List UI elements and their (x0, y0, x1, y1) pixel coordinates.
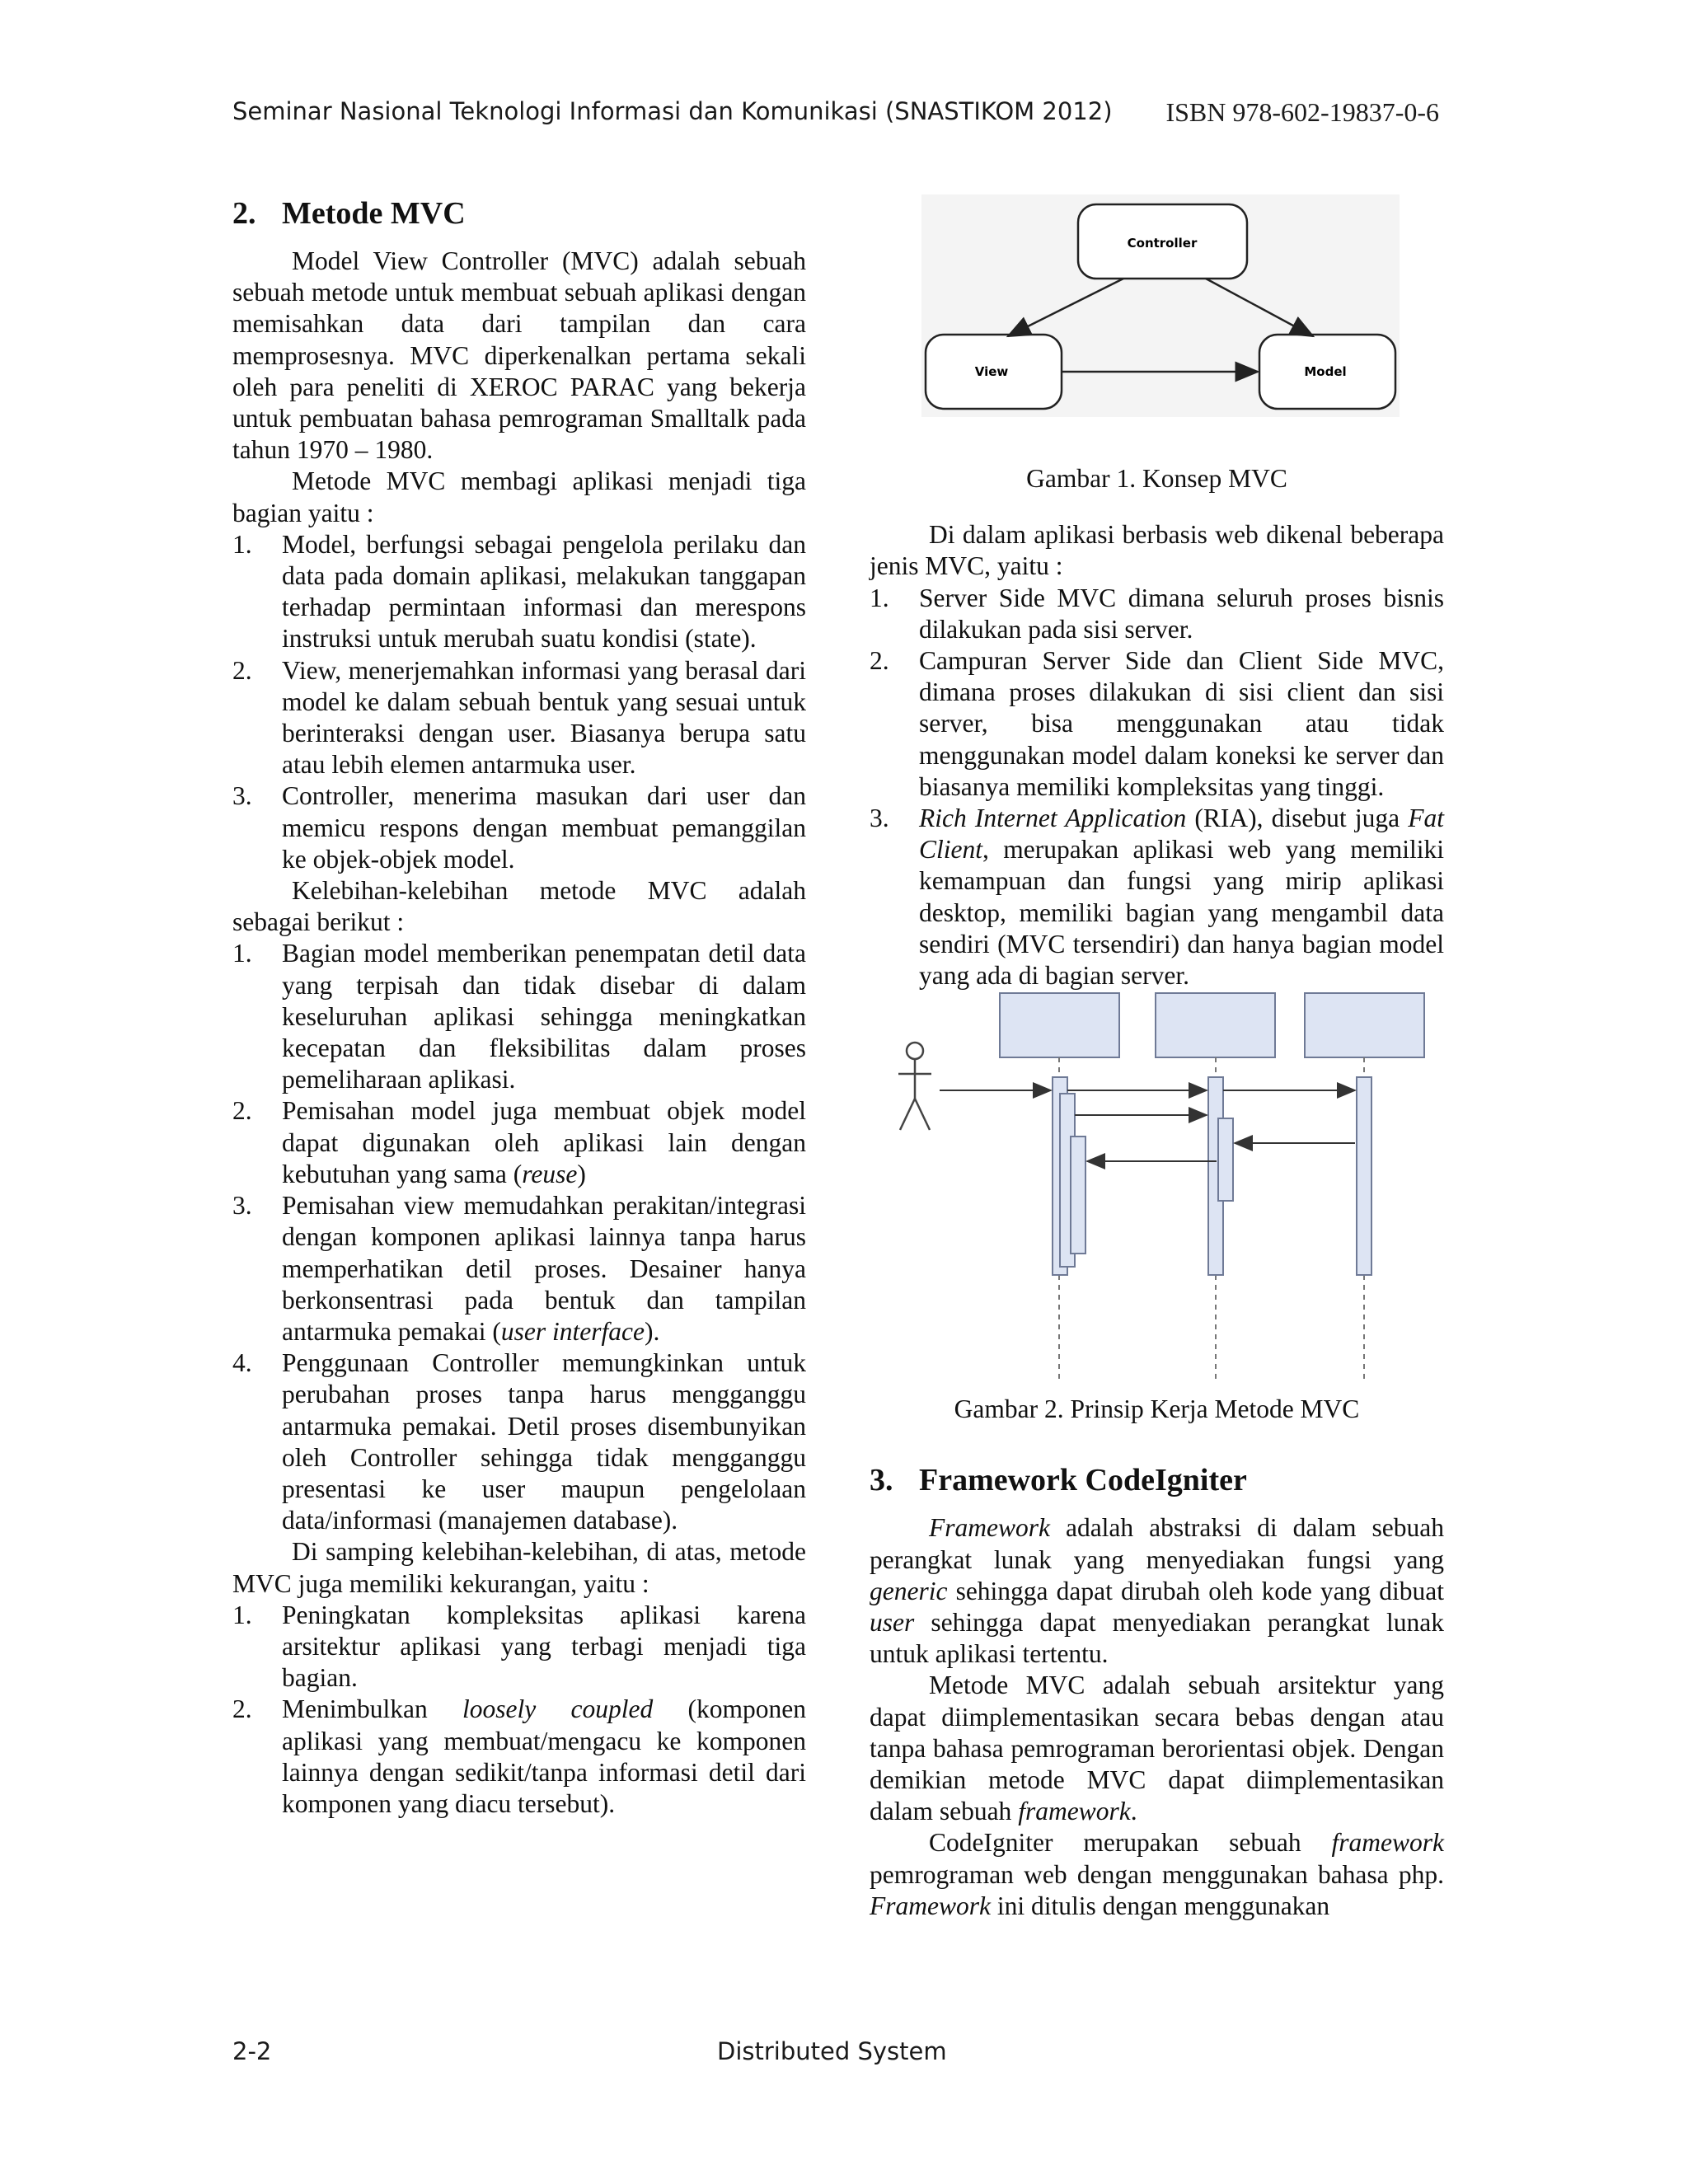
paragraph-framework-definition: Framework adalah abstraksi di dalam sebuah perangkat lunak yang menyediakan fungsi yang generic sehingga dapat dirubah oleh kode yang dibuat user sehingga dapat menyediakan perangkat lunak untuk aplikasi tertentu. (870, 1513, 1444, 1669)
advantages-list (232, 938, 806, 1536)
paragraph-disadvantages-intro: Di samping kelebihan-kelebihan, di atas, metode MVC juga memiliki kekurangan, yaitu : (232, 1537, 806, 1598)
list-item: 1. Bagian model memberikan penempatan detil data yang terpisah dan tidak disebar di dalam keseluruhan aplikasi sehingga meningkatkan kecepatan dan fleksibilitas dalam proses pemeliharaan aplikasi. (232, 939, 806, 1094)
figure-1-caption: Gambar 1. Konsep MVC (1026, 464, 1287, 493)
disadvantages-list (232, 1600, 806, 1820)
web-mvc-types-list (870, 583, 1444, 992)
list-item: 1. Server Side MVC dimana seluruh proses bisnis dilakukan pada sisi server. (870, 583, 1444, 644)
actor-icon (898, 1043, 931, 1130)
list-item: 2. Campuran Server Side dan Client Side MVC, dimana proses dilakukan di sisi client dan sisi server, bisa menggunakan atau tidak menggunakan model dalam koneksi ke server dan biasanya memiliki kompleksitas yang tinggi. (870, 646, 1444, 801)
activation-bar (1218, 1118, 1233, 1201)
model-node-label: Model (1304, 364, 1347, 379)
section-heading-mvc: 2. Metode MVC (232, 196, 466, 231)
section-heading-codeigniter: 3. Framework CodeIgniter (870, 1463, 1247, 1498)
activation-bar (1357, 1077, 1372, 1275)
lifeline-box-2 (1156, 993, 1275, 1057)
running-footer-track: Distributed System (717, 2037, 947, 2065)
list-item: 3. Rich Internet Application (RIA), disebut juga Fat Client, merupakan aplikasi web yang memiliki kemampuan dan fungsi yang mirip aplikasi desktop, memiliki bagian yang mengambil data sendiri (MVC tersendiri) dan hanya bagian model yang ada di bagian server. (870, 804, 1444, 991)
activation-bar (1071, 1137, 1085, 1254)
paragraph-advantages-intro: Kelebihan-kelebihan metode MVC adalah sebagai berikut : (232, 876, 806, 937)
page-number: 2-2 (232, 2037, 272, 2065)
figure-mvc-sequence (870, 991, 1444, 1387)
lifeline-box-3 (1305, 993, 1424, 1057)
paragraph-intro: Model View Controller (MVC) adalah sebuah sebuah metode untuk membuat sebuah aplikasi dengan memisahkan data dari tampilan dan cara memprosesnya. MVC diperkenalkan pertama sekali oleh para peneliti di XEROC PARAC yang bekerja untuk pembuatan bahasa pemrograman Smalltalk pada tahun 1970 – 1980. (232, 246, 806, 465)
running-header-isbn: ISBN 978-602-19837-0-6 (1165, 97, 1439, 127)
mvc-concept-diagram (921, 194, 1400, 417)
paragraph-codeigniter: CodeIgniter merupakan sebuah framework pemrograman web dengan menggunakan bahasa php. Framework ini ditulis dengan menggunakan (870, 1828, 1444, 1920)
paragraph-parts-intro: Metode MVC membagi aplikasi menjadi tiga bagian yaitu : (232, 466, 806, 527)
figure-mvc-concept (870, 194, 1444, 457)
list-item: 1. Model, berfungsi sebagai pengelola perilaku dan data pada domain aplikasi, melakukan tanggapan terhadap permintaan informasi dan merespons instruksi untuk merubah suatu kondisi (state). (232, 529, 806, 654)
right-column (870, 194, 1444, 1922)
controller-node-label: Controller (1127, 236, 1198, 251)
list-item: 2. View, menerjemahkan informasi yang berasal dari model ke dalam sebuah bentuk yang sesuai untuk berinteraksi dengan user. Biasanya berupa satu atau lebih elemen antarmuka user. (232, 655, 806, 780)
list-item: 4. Penggunaan Controller memungkinkan untuk perubahan proses tanpa harus mengganggu antarmuka pemakai. Detil proses disembunyikan oleh Controller sehingga tidak mengganggu presentasi ke user maupun pengelolaan data/informasi (manajemen database). (232, 1348, 806, 1535)
paragraph-mvc-architecture: Metode MVC adalah sebuah arsitektur yang dapat diimplementasikan secara bebas dengan atau tanpa bahasa pemrograman berorientasi objek. Dengan demikian metode MVC dapat diimplementasikan dalam sebuah framework. (870, 1671, 1444, 1826)
list-item: 3. Controller, menerima masukan dari user dan memicu respons dengan membuat pemanggilan ke objek-objek model. (232, 781, 806, 874)
mvc-parts-list (232, 529, 806, 875)
list-item: 1. Peningkatan kompleksitas aplikasi karena arsitektur aplikasi yang terbagi menjadi tiga bagian. (232, 1600, 806, 1693)
list-item: 3. Pemisahan view memudahkan perakitan/integrasi dengan komponen aplikasi lainnya tanpa harus memperhatikan detil proses. Desainer hanya berkonsentrasi pada bentuk dan tampilan antarmuka pemakai (user interface). (232, 1191, 806, 1346)
lifeline-box-1 (1000, 993, 1119, 1057)
view-node-label: View (974, 364, 1009, 379)
figure-2-caption: Gambar 2. Prinsip Kerja Metode MVC (954, 1394, 1360, 1424)
paragraph-web-mvc-types: Di dalam aplikasi berbasis web dikenal beberapa jenis MVC, yaitu : (870, 520, 1444, 581)
running-header-title: Seminar Nasional Teknologi Informasi dan Komunikasi (SNASTIKOM 2012) (232, 97, 1113, 125)
list-item: 2. Pemisahan model juga membuat objek model dapat digunakan oleh aplikasi lain dengan kebutuhan yang sama (reuse) (232, 1096, 806, 1188)
left-column (232, 194, 806, 1820)
mvc-sequence-diagram (870, 991, 1444, 1387)
list-item: 2. Menimbulkan loosely coupled (komponen aplikasi yang membuat/mengacu ke komponen lainnya dengan sedikit/tanpa informasi detil dari komponen yang diacu tersebut). (232, 1694, 806, 1818)
